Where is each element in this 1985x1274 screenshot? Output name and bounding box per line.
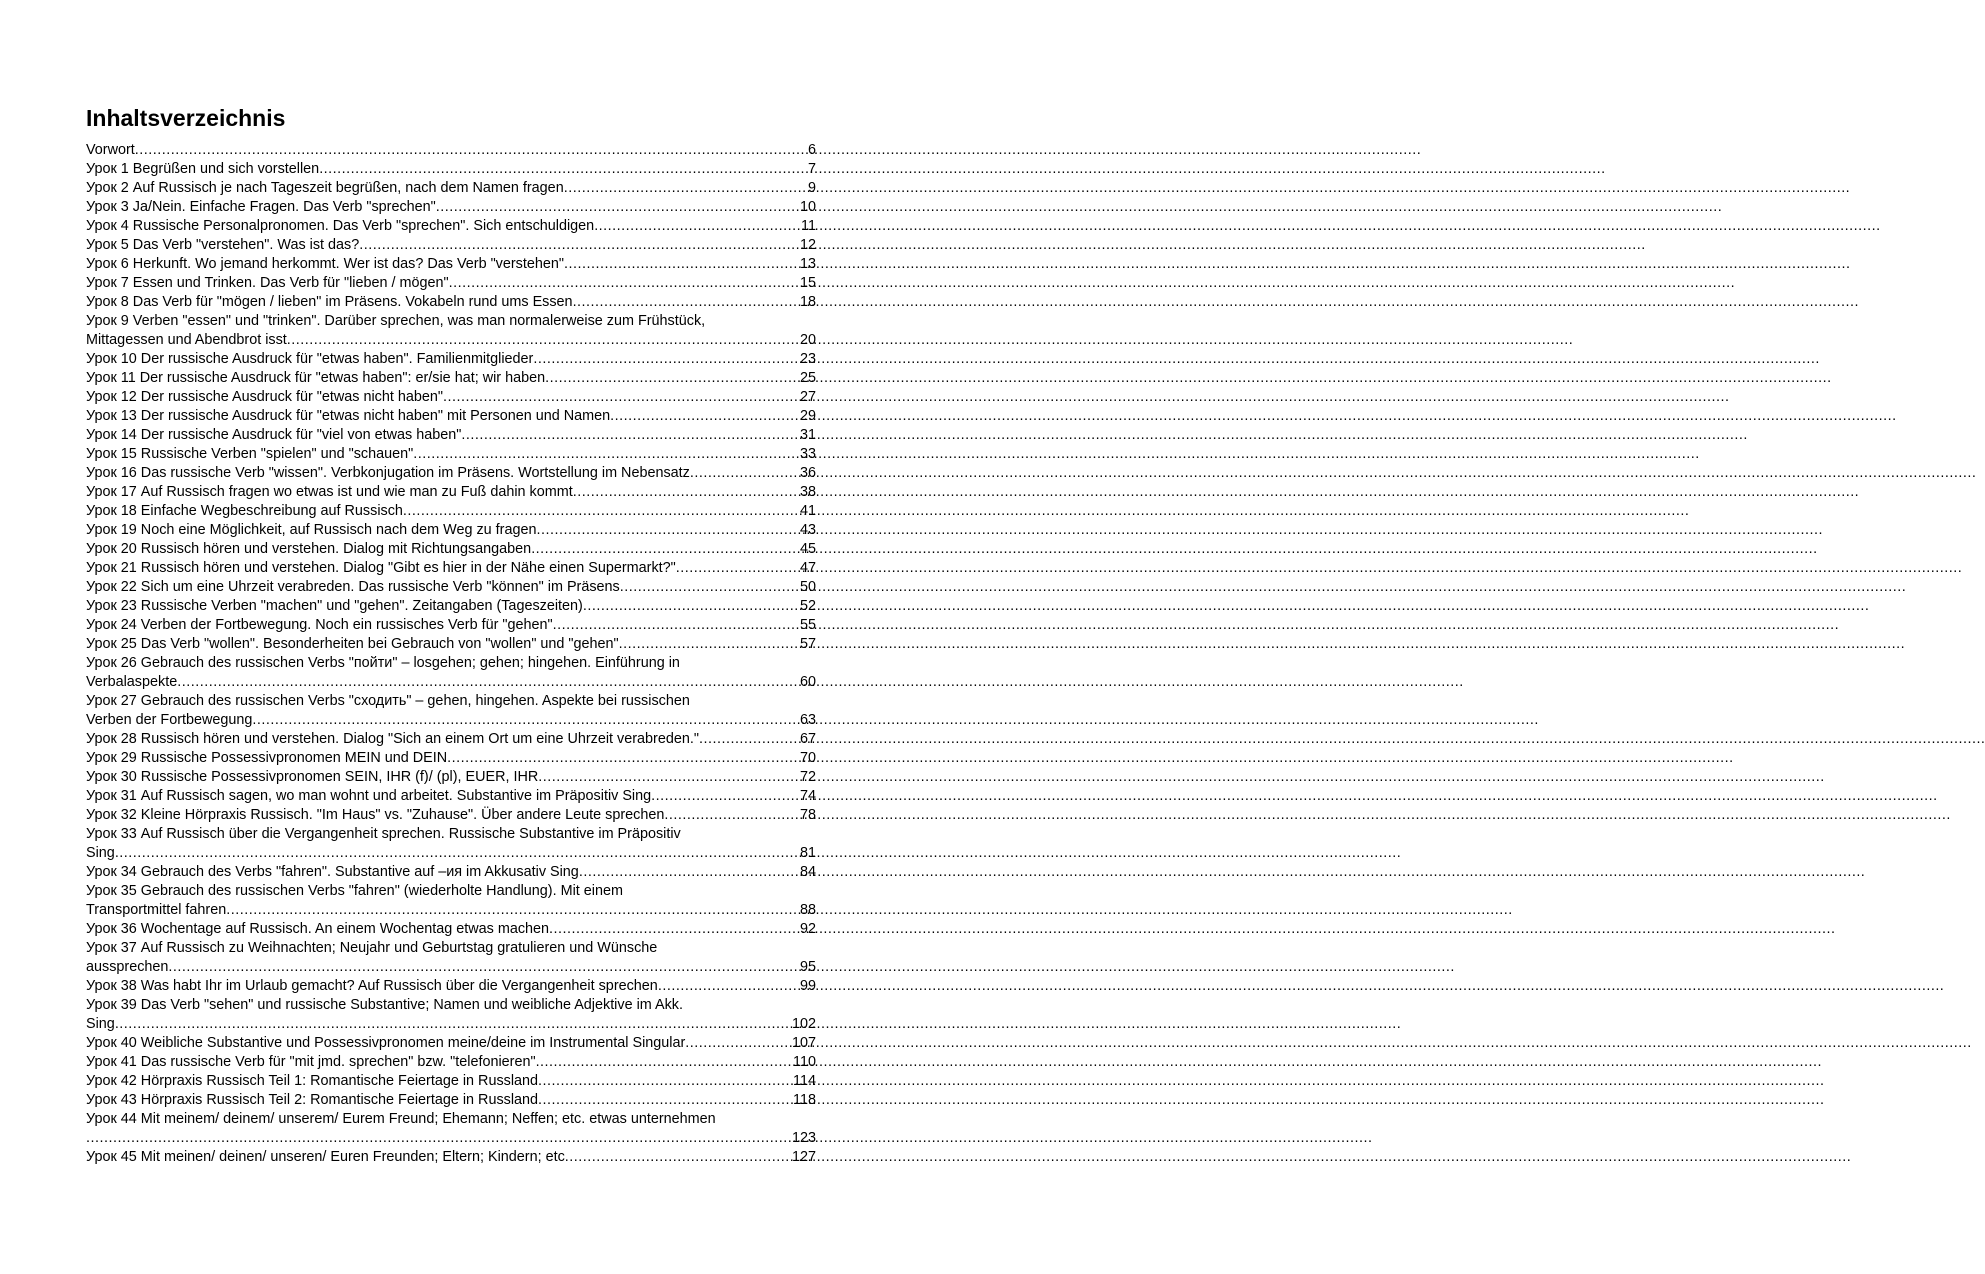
toc-entry-title: Урок 28 Russisch hören und verstehen. Dialog "Sich an einem Ort um eine Uhrzeit verabreden." [86,731,699,747]
toc-entry-line [86,597,816,616]
toc-entry[interactable] [86,350,816,369]
dot-leader [538,1072,791,1091]
toc-entry-line [86,958,816,977]
toc-entry-page-number: 33 [799,446,816,462]
toc-entry-title-first-line: Урок 35 Gebrauch des russischen Verbs "fahren" (wiederholte Handlung). Mit einem [86,883,623,899]
toc-entry-page-number: 7 [807,161,816,177]
toc-entry-page-number: 60 [799,674,816,690]
toc-entry-page-number: 78 [799,807,816,823]
toc-entry[interactable] [86,749,816,768]
toc-entry-title: Урок 17 Auf Russisch fragen wo etwas ist und wie man zu Fuß dahin kommt [86,484,573,500]
toc-entry-page-number: 36 [799,465,816,481]
dot-leader [168,958,798,977]
toc-entry-title: Урок 45 Mit meinen/ deinen/ unseren/ Euren Freunden; Eltern; Kindern; etc [86,1149,565,1165]
toc-entry-title: Урок 36 Wochentage auf Russisch. An einem Wochentag etwas machen [86,921,550,937]
toc-entry-page-number: 95 [799,959,816,975]
toc-entry-page-number: 57 [799,636,816,652]
toc-entry-page-number: 11 [801,218,816,234]
toc-entry-page-number: 102 [791,1016,816,1032]
dot-leader [664,806,798,825]
toc-entry-page-number: 84 [799,864,816,880]
toc-entry[interactable] [86,1072,816,1091]
toc-entry-line [86,331,816,350]
toc-entry[interactable] [86,996,816,1034]
toc-entry-title: Урок 30 Russische Possessivpronomen SEIN, IHR (f)/ (pl), EUER, IHR [86,769,539,785]
toc-entry-page-number: 29 [799,408,816,424]
dot-leader [564,179,806,198]
toc-entry[interactable] [86,787,816,806]
toc-entry-line [86,920,816,939]
toc-entry-page-number: 67 [799,731,816,747]
toc-entry-line [86,616,816,635]
toc-entry-line [86,787,816,806]
toc-entry-title: Урок 34 Gebrauch des Verbs "fahren". Substantive auf –ия im Akkusativ Sing [86,864,579,880]
toc-entry[interactable] [86,1148,816,1167]
toc-entry-title-first-line: Урок 37 Auf Russisch zu Weihnachten; Neujahr und Geburtstag gratulieren und Wünsche [86,940,658,956]
toc-entry-title: Урок 25 Das Verb "wollen". Besonderheiten bei Gebrauch von "wollen" und "gehen" [86,636,619,652]
dot-leader [533,350,798,369]
toc-entry[interactable] [86,977,816,996]
toc-entry-line [86,578,816,597]
toc-entry-line [86,179,816,198]
dot-leader [413,445,798,464]
dot-leader [319,160,806,179]
toc-entry[interactable] [86,198,816,217]
toc-entry[interactable] [86,179,816,198]
toc-entry-title: Урок 4 Russische Personalpronomen. Das Verb "sprechen". Sich entschuldigen [86,218,595,234]
toc-entry-page-number: 13 [799,256,816,272]
dot-leader [287,331,798,350]
toc-entry[interactable] [86,293,816,312]
toc-entry[interactable] [86,882,816,920]
toc-entry[interactable] [86,407,816,426]
toc-entry-page-number: 63 [799,712,816,728]
dot-leader [676,559,798,578]
toc-entry-line [86,464,816,483]
dot-leader [449,274,798,293]
toc-entry-title: Урок 18 Einfache Wegbeschreibung auf Russisch [86,503,403,519]
toc-entry-page-number: 99 [799,978,816,994]
toc-entry-title: Урок 1 Begrüßen und sich vorstellen [86,161,320,177]
toc-entry-title: Урок 5 Das Verb "verstehen". Was ist das? [86,237,360,253]
toc-entry-title: Урок 29 Russische Possessivpronomen MEIN und DEIN [86,750,448,766]
toc-entry-line [86,1015,816,1034]
toc-entry-page-number: 10 [799,199,816,215]
toc-entry-title: Урок 21 Russisch hören und verstehen. Dialog "Gibt es hier in der Nähe einen Supermarkt?" [86,560,676,576]
toc-entry-line [86,1053,816,1072]
toc-entry-line [86,901,816,920]
toc-entry-title: Verbalaspekte [86,674,178,690]
toc-entry-title: Урок 41 Das russische Verb für "mit jmd. sprechen" bzw. "telefonieren" [86,1054,536,1070]
toc-entry-line [86,445,816,464]
dot-leader [226,901,798,920]
toc-entry-page-number: 23 [799,351,816,367]
toc-entry-page-number: 92 [799,921,816,937]
toc-entry-title: Урок 31 Auf Russisch sagen, wo man wohnt und arbeitet. Substantive im Präpositiv Sing [86,788,652,804]
toc-entry-line [86,635,816,654]
toc-entry-title: Урок 20 Russisch hören und verstehen. Dialog mit Richtungsangaben [86,541,532,557]
toc-entry-line [86,977,816,996]
toc-entry[interactable] [86,559,816,578]
toc-entry[interactable] [86,1053,816,1072]
toc-entry-title: Verben der Fortbewegung [86,712,253,728]
document-page [86,104,816,1167]
toc-entry[interactable] [86,939,816,977]
dot-leader [549,920,798,939]
toc-entry-page-number: 43 [799,522,816,538]
toc-entry[interactable] [86,1110,816,1148]
toc-entry[interactable] [86,464,816,483]
toc-entry-page-number: 12 [799,237,816,253]
toc-entry[interactable] [86,388,816,407]
dot-leader [115,844,798,863]
toc-entry[interactable] [86,369,816,388]
toc-entry[interactable] [86,426,816,445]
toc-entry-page-number: 6 [807,142,816,158]
toc-entry-title: Урок 7 Essen und Trinken. Das Verb für "lieben / mögen" [86,275,449,291]
toc-entry-title: Mittagessen und Abendbrot isst [86,332,287,348]
toc-entry-line [86,1148,816,1167]
toc-entry[interactable] [86,141,816,160]
toc-entry-title: Урок 23 Russische Verben "machen" und "gehen". Zeitangaben (Tageszeiten) [86,598,583,614]
toc-entry-title-first-line: Урок 26 Gebrauch des russischen Verbs "пойти" – losgehen; gehen; hingehen. Einführung in [86,655,680,671]
toc-entry-title: Урок 22 Sich um eine Uhrzeit verabreden. Das russische Verb "können" im Präsens [86,579,620,595]
toc-entry-line [86,293,816,312]
dot-leader [86,1129,790,1148]
toc-entry[interactable] [86,502,816,521]
toc-entry-title: Урок 43 Hörpraxis Russisch Teil 2: Romantische Feiertage in Russland [86,1092,539,1108]
toc-entry-title-first-line: Урок 9 Verben "essen" und "trinken". Darüber sprechen, was man normalerweise zum Frühstück, [86,313,706,329]
toc-entry-line [86,1072,816,1091]
toc-entry-line [86,749,816,768]
toc-list [86,141,816,1167]
dot-leader [531,540,798,559]
toc-entry[interactable] [86,730,816,749]
toc-heading: Inhaltsverzeichnis [86,105,286,131]
toc-entry-title: Урок 6 Herkunft. Wo jemand herkommt. Wer ist das? Das Verb "verstehen" [86,256,564,272]
toc-entry-page-number: 70 [799,750,816,766]
toc-entry-page-number: 15 [799,275,816,291]
toc-entry-title-first-line: Урок 39 Das Verb "sehen" und russische Substantive; Namen und weibliche Adjektive im Akk. [86,997,683,1013]
toc-entry-line [86,673,816,692]
toc-entry-line [86,160,816,179]
toc-entry-line [86,844,816,863]
toc-entry-title: Урок 19 Noch eine Möglichkeit, auf Russisch nach dem Weg zu fragen [86,522,537,538]
toc-entry-line [86,540,816,559]
dot-leader [545,369,798,388]
dot-leader [359,236,798,255]
toc-entry[interactable] [86,540,816,559]
toc-entry-page-number: 107 [791,1035,816,1051]
toc-entry-line [86,369,816,388]
dot-leader [553,616,798,635]
toc-entry-page-number: 9 [807,180,816,196]
toc-entry-line [86,863,816,882]
toc-entry-line [86,521,816,540]
dot-leader [447,749,798,768]
toc-entry-page-number: 55 [799,617,816,633]
toc-entry-line [86,407,816,426]
dot-leader [610,407,798,426]
toc-entry-page-number: 25 [799,370,816,386]
toc-entry-page-number: 38 [799,484,816,500]
dot-leader [461,426,798,445]
toc-entry-title: Урок 11 Der russische Ausdruck für "etwas haben": er/sie hat; wir haben [86,370,546,386]
toc-entry-line [86,217,816,236]
toc-entry-title-first-line: Урок 33 Auf Russisch über die Vergangenheit sprechen. Russische Substantive im Präpositiv [86,826,681,842]
toc-entry[interactable] [86,616,816,635]
dot-leader [699,730,798,749]
toc-entry-title-first-line: Урок 44 Mit meinem/ deinem/ unserem/ Eurem Freund; Ehemann; Neffen; etc. etwas unternehmen [86,1111,716,1127]
dot-leader [538,768,798,787]
dot-leader [564,255,798,274]
dot-leader [690,464,798,483]
toc-entry-page-number: 50 [799,579,816,595]
dot-leader [565,1148,790,1167]
toc-entry-page-number: 47 [799,560,816,576]
toc-entry[interactable] [86,920,816,939]
toc-entry[interactable] [86,578,816,597]
toc-entry-page-number: 41 [799,503,816,519]
toc-entry-title: Урок 38 Was habt Ihr im Urlaub gemacht? Auf Russisch über die Vergangenheit sprechen [86,978,658,994]
toc-entry-line [86,350,816,369]
toc-entry-title: Урок 15 Russische Verben "spielen" und "schauen" [86,446,414,462]
toc-entry-page-number: 31 [799,427,816,443]
toc-entry[interactable] [86,521,816,540]
dot-leader [619,635,798,654]
toc-entry[interactable] [86,635,816,654]
toc-entry[interactable] [86,217,816,236]
toc-entry-line [86,255,816,274]
dot-leader [252,711,798,730]
toc-entry-line [86,502,816,521]
toc-entry-title: Урок 10 Der russische Ausdruck für "etwas haben". Familienmitglieder [86,351,534,367]
toc-entry[interactable] [86,863,816,882]
toc-entry-line [86,1034,816,1053]
toc-entry-title: Урок 16 Das russische Verb "wissen". Verbkonjugation im Präsens. Wortstellung im Nebensatz [86,465,690,481]
dot-leader [583,597,798,616]
toc-entry[interactable] [86,768,816,787]
dot-leader [573,293,798,312]
toc-entry-page-number: 123 [791,1130,816,1146]
dot-leader [620,578,798,597]
toc-entry-page-number: 20 [799,332,816,348]
toc-entry-line [86,768,816,787]
toc-entry[interactable] [86,483,816,502]
toc-entry-title: Transportmittel fahren [86,902,227,918]
toc-entry-line [86,1129,816,1148]
toc-entry-title: Sing [86,845,115,861]
toc-entry[interactable] [86,236,816,255]
toc-entry-page-number: 118 [793,1092,816,1108]
toc-entry-line [86,711,816,730]
dot-leader [177,673,798,692]
toc-entry-page-number: 52 [799,598,816,614]
toc-entry[interactable] [86,806,816,825]
toc-entry-line [86,559,816,578]
toc-entry[interactable] [86,692,816,730]
toc-entry-title: Урок 8 Das Verb für "mögen / lieben" im Präsens. Vokabeln rund ums Essen [86,294,573,310]
toc-entry-title: Урок 24 Verben der Fortbewegung. Noch ein russisches Verb für "gehen" [86,617,553,633]
toc-entry-title: Sing [86,1016,115,1032]
toc-entry[interactable] [86,160,816,179]
dot-leader [658,977,798,996]
toc-entry-line [86,730,816,749]
toc-entry[interactable] [86,1034,816,1053]
dot-leader [685,1034,790,1053]
dot-leader [443,388,798,407]
toc-entry-line [86,388,816,407]
toc-entry-line [86,806,816,825]
toc-entry-line [86,1091,816,1110]
toc-entry[interactable] [86,255,816,274]
toc-entry-page-number: 72 [799,769,816,785]
toc-entry-page-number: 74 [799,788,816,804]
toc-entry-page-number: 18 [799,294,816,310]
toc-entry-title: Урок 32 Kleine Hörpraxis Russisch. "Im Haus" vs. "Zuhause". Über andere Leute sprechen [86,807,665,823]
toc-entry-title: Урок 40 Weibliche Substantive und Possessivpronomen meine/deine im Instrumental Singular [86,1035,686,1051]
dot-leader [403,502,798,521]
dot-leader [115,1015,790,1034]
toc-entry[interactable] [86,825,816,863]
toc-entry[interactable] [86,274,816,293]
toc-entry-title: aussprechen [86,959,169,975]
toc-entry[interactable] [86,597,816,616]
toc-entry[interactable] [86,1091,816,1110]
dot-leader [536,521,798,540]
dot-leader [538,1091,791,1110]
toc-entry[interactable] [86,654,816,692]
toc-entry-title: Урок 14 Der russische Ausdruck für "viel von etwas haben" [86,427,462,443]
toc-entry-page-number: 110 [793,1054,816,1070]
toc-entry-page-number: 45 [799,541,816,557]
toc-entry-page-number: 88 [799,902,816,918]
toc-entry-title: Урок 42 Hörpraxis Russisch Teil 1: Romantische Feiertage in Russland [86,1073,539,1089]
toc-entry-line [86,483,816,502]
dot-leader [135,141,806,160]
dot-leader [536,1053,791,1072]
dot-leader [579,863,798,882]
toc-entry-title: Урок 2 Auf Russisch je nach Tageszeit begrüßen, nach dem Namen fragen [86,180,564,196]
toc-entry-page-number: 81 [799,845,816,861]
dot-leader [594,217,799,236]
toc-entry-title: Урок 12 Der russische Ausdruck für "etwas nicht haben" [86,389,443,405]
toc-entry-line [86,198,816,217]
toc-entry-line [86,141,816,160]
toc-entry-line [86,236,816,255]
dot-leader [436,198,798,217]
toc-entry-page-number: 27 [799,389,816,405]
toc-entry[interactable] [86,312,816,350]
dot-leader [573,483,798,502]
dot-leader [651,787,798,806]
toc-entry-title-first-line: Урок 27 Gebrauch des russischen Verbs "сходить" – gehen, hingehen. Aspekte bei russischen [86,693,690,709]
toc-entry-page-number: 114 [793,1073,816,1089]
toc-entry-page-number: 127 [791,1149,816,1165]
toc-entry-line [86,274,816,293]
toc-entry-line [86,426,816,445]
toc-entry-title: Урок 13 Der russische Ausdruck für "etwas nicht haben" mit Personen und Namen [86,408,611,424]
toc-entry[interactable] [86,445,816,464]
toc-entry-title: Урок 3 Ja/Nein. Einfache Fragen. Das Verb "sprechen" [86,199,436,215]
toc-entry-title: Vorwort [86,142,135,158]
